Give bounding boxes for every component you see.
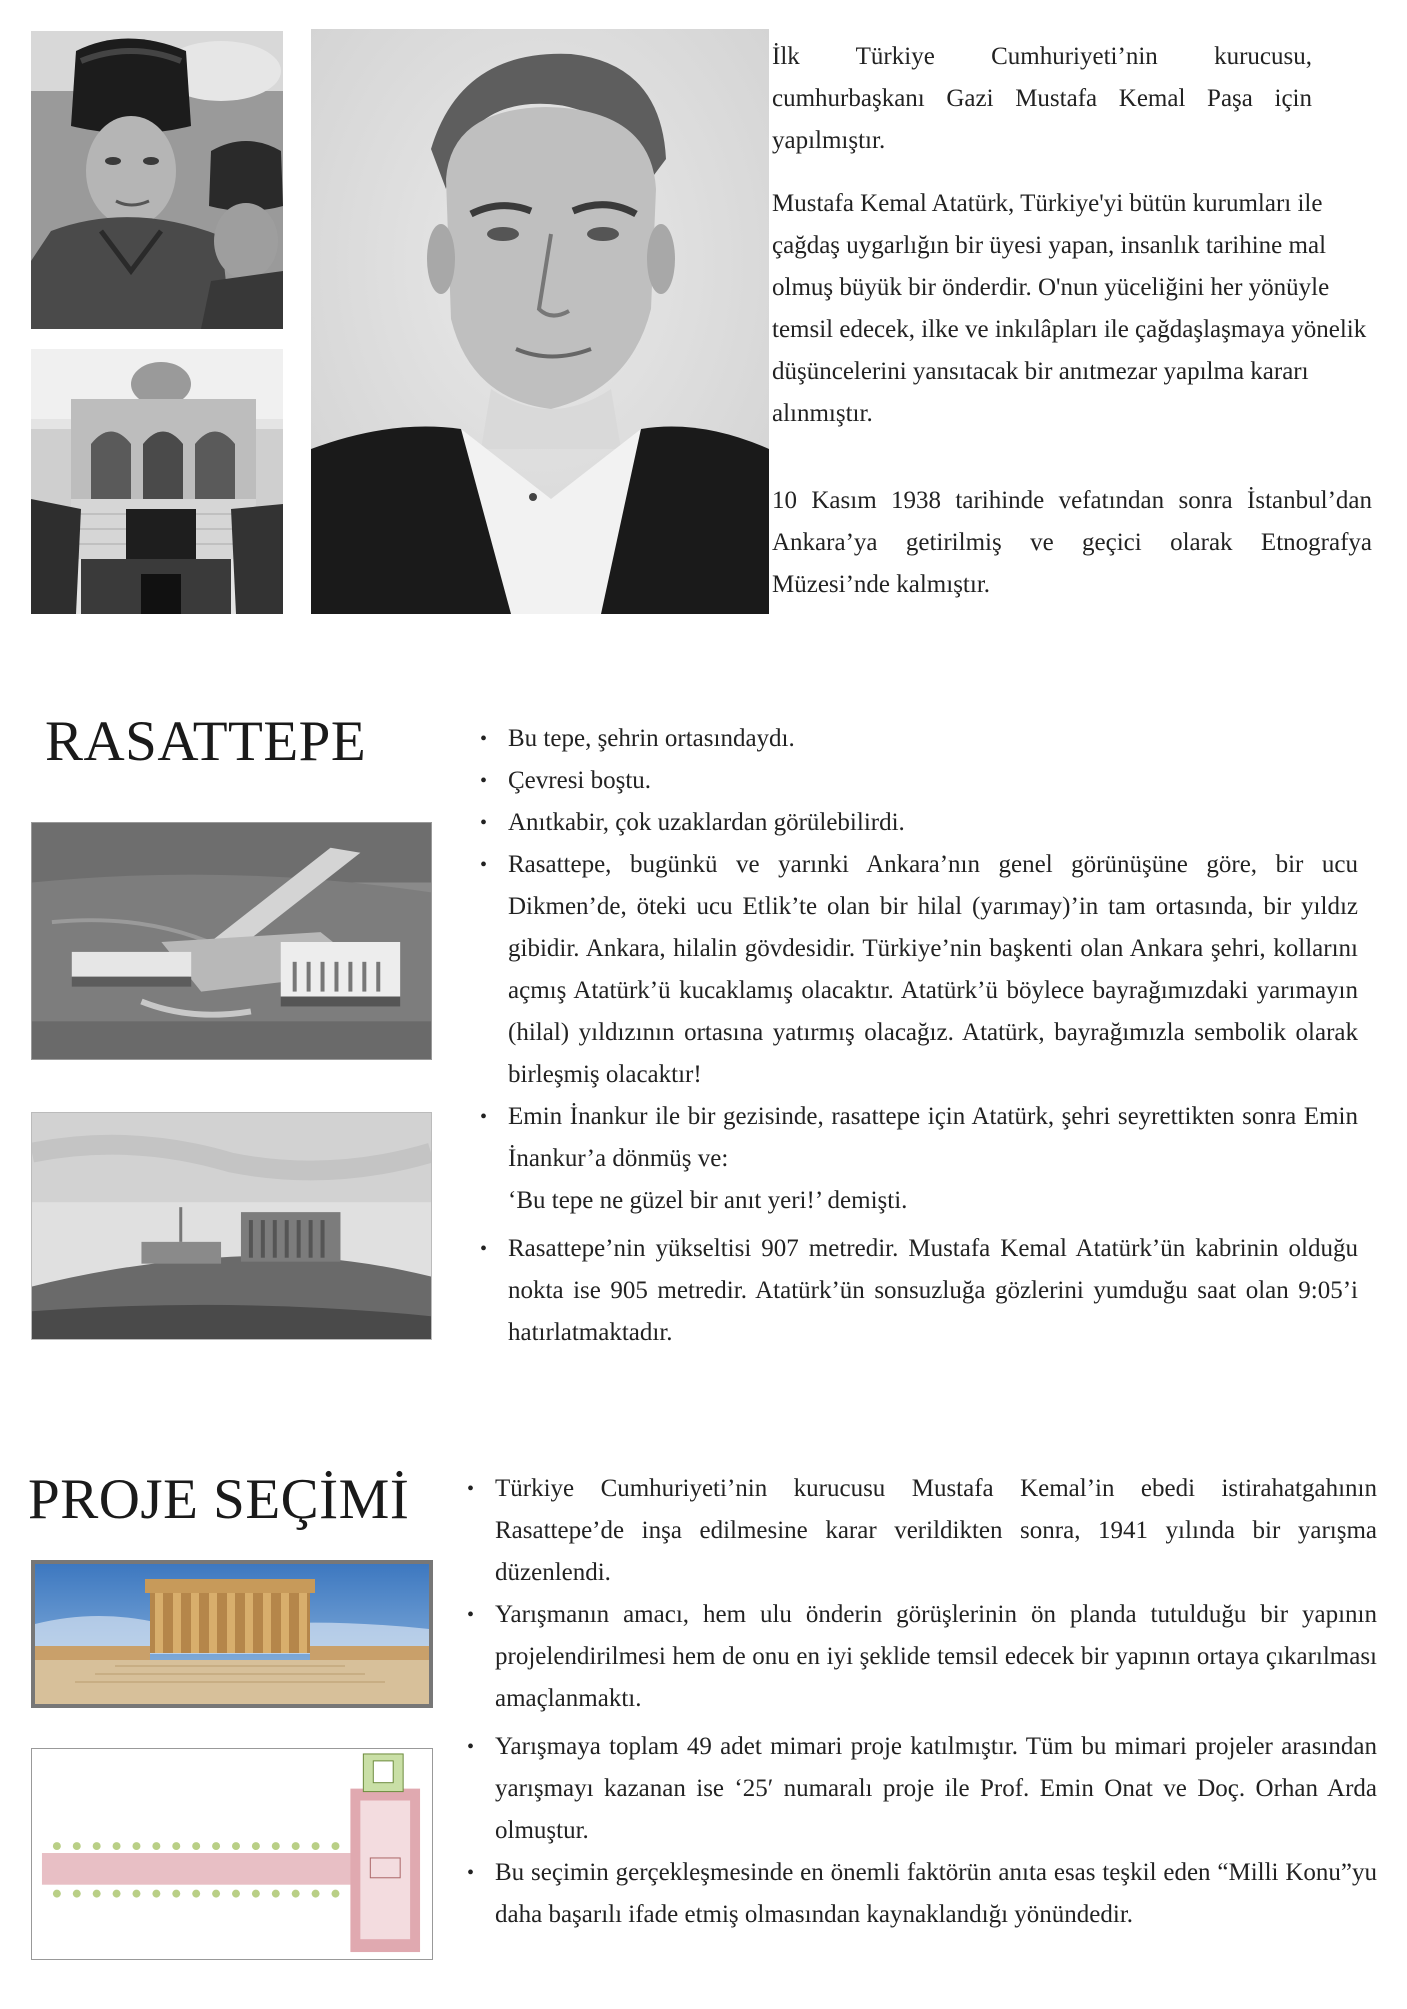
rasattepe-bullet: • Bu tepe, şehrin ortasındaydı. <box>468 718 1358 760</box>
intro-paragraph-2: Mustafa Kemal Atatürk, Türkiye'yi bütün kurumları ile çağdaş uygarlığın bir üyesi yapan, insanlık tarihine mal olmuş büyük bir önderdir. O'nun yüceliğini her yönüyle temsil edecek, ilke ve inkılâpları ile çağdaşlaşmaya yönelik düşüncelerini yansıtacak bir anıtmezar yapılma kararı alınmıştır. <box>772 190 1367 427</box>
proje-bullet: • Yarışmaya toplam 49 adet mimari proje katılmıştır. Tüm bu mimari projeler arasından yarışmayı kazanan ise ‘25′ numaralı proje ile Prof. Emin Onat ve Doç. Orhan Arda olmuştur. <box>455 1726 1377 1852</box>
proje-bullet: • Yarışmanın amacı, hem ulu önderin görüşlerinin ön planda tutulduğu bir yapının projelendirilmesi hem de onu en iyi şeklide temsil edecek bir yapının ortaya çıkarılması amaçlanmaktı. <box>455 1594 1377 1720</box>
photo-site-plan <box>31 1748 433 1960</box>
rasattepe-quote: ‘Bu tepe ne güzel bir anıt yeri!’ demişti. <box>508 1187 908 1214</box>
proje-secimi-heading: PROJE SEÇİMİ <box>28 1468 410 1531</box>
rasattepe-bullet-text: Emin İnankur ile bir gezisinde, rasattepe için Atatürk, şehri seyrettikten sonra Emin İnankur’a dönmüş ve: <box>508 1103 1358 1172</box>
intro-paragraph-1: İlk Türkiye Cumhuriyeti’nin kurucusu, cumhurbaşkanı Gazi Mustafa Kemal Paşa için yapılmıştır. <box>772 43 1312 154</box>
rasattepe-bullet: • Anıtkabir, çok uzaklardan görülebilirdi. <box>468 802 1358 844</box>
rasattepe-bullet: • Rasattepe, bugünkü ve yarınki Ankara’nın genel görünüşüne göre, bir ucu Dikmen’de, öteki ucu Etlik’te olan bir hilal (yarımay)’in tam ortasında, bir yıldız gibidir. Ankara, hilalin gövdesidir. Türkiye’nin başkenti olan Ankara şehri, kollarını açmış Atatürk’ü kucaklamış olacaktır. Atatürk’ü böylece bayrağımızdaki yarımayın (hilal) yıldızının ortasına yatırmış olacağız. Atatürk, bayrağımızla sembolik olarak birleşmiş olacaktır! <box>468 844 1358 1096</box>
photo-etnografya-museum <box>31 349 283 614</box>
rasattepe-bullet-list <box>468 718 1358 1354</box>
rasattepe-bullet: • Çevresi boştu. <box>468 760 1358 802</box>
proje-bullet: • Türkiye Cumhuriyeti’nin kurucusu Mustafa Kemal’in ebedi istirahatgahının Rasattepe’de inşa edilmesine karar verildikten sonra, 1941 yılında bir yarışma düzenlendi. <box>455 1468 1377 1594</box>
photo-ataturk-portrait <box>311 29 769 614</box>
photo-anitkabir-front <box>31 1560 433 1708</box>
photo-anitkabir-aerial <box>31 822 432 1060</box>
photo-ataturk-fur-hat <box>31 31 283 329</box>
proje-bullet-list <box>455 1468 1377 1936</box>
photo-anitkabir-hill <box>31 1112 432 1340</box>
rasattepe-bullet-quote-item <box>468 1096 1358 1222</box>
intro-paragraph-3: 10 Kasım 1938 tarihinde vefatından sonra İstanbul’dan Ankara’ya getirilmiş ve geçici olarak Etnografya Müzesi’nde kalmıştır. <box>772 487 1372 598</box>
rasattepe-bullet: • Rasattepe’nin yükseltisi 907 metredir. Mustafa Kemal Atatürk’ün kabrinin olduğu nokta ise 905 metredir. Atatürk’ün sonsuzluğa gözlerini yumduğu saat olan 9:05’i hatırlatmaktadır. <box>468 1228 1358 1354</box>
proje-bullet: • Bu seçimin gerçekleşmesinde en önemli faktörün anıta esas teşkil eden “Milli Konu”yu daha başarılı ifade etmiş olmasından kaynaklandığı yönündedir. <box>455 1852 1377 1936</box>
rasattepe-heading: RASATTEPE <box>45 710 367 773</box>
